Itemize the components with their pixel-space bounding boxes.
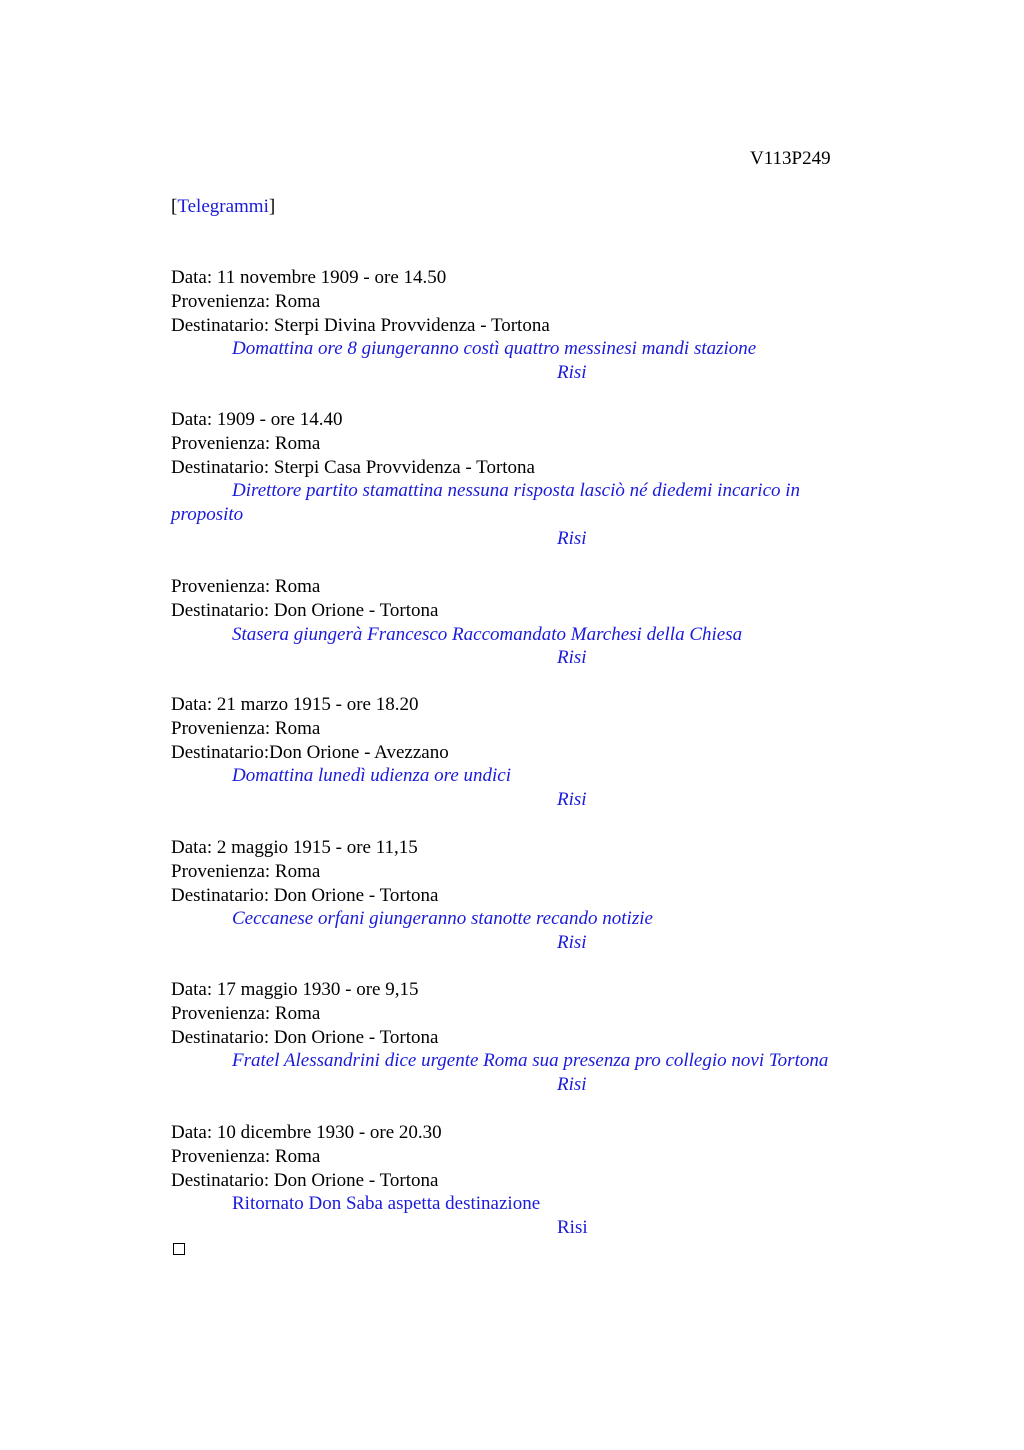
telegram-entry — [171, 978, 887, 1097]
telegram-signature: Risi — [557, 1217, 588, 1239]
telegram-signature: Risi — [557, 789, 587, 811]
telegram-origin: Provenienza: Roma — [171, 1145, 321, 1167]
telegram-origin: Provenienza: Roma — [171, 860, 321, 882]
telegram-signature: Risi — [557, 362, 587, 384]
telegram-recipient: Destinatario: Don Orione - Tortona — [171, 1169, 439, 1191]
telegram-message: Ritornato Don Saba aspetta destinazione — [232, 1193, 541, 1215]
close-bracket: ] — [268, 196, 276, 217]
telegram-entry — [171, 408, 887, 551]
telegram-date: Data: 10 dicembre 1930 - ore 20.30 — [171, 1122, 442, 1143]
telegram-entry — [171, 693, 887, 812]
telegram-recipient: Destinatario:Don Orione - Avezzano — [171, 741, 449, 763]
telegram-message: Direttore partito stamattina nessuna risposta lasciò né diedemi incarico in proposito — [171, 480, 801, 526]
telegram-recipient: Destinatario: Sterpi Casa Provvidenza - Tortona — [171, 456, 535, 478]
telegram-message: Domattina ore 8 giungeranno costì quattro messinesi mandi stazione — [232, 338, 757, 360]
telegram-date: Data: 11 novembre 1909 - ore 14.50 — [171, 267, 447, 288]
telegram-recipient: Destinatario: Don Orione - Tortona — [171, 884, 439, 906]
telegram-recipient: Destinatario: Don Orione - Tortona — [171, 599, 439, 621]
section-title — [171, 195, 275, 219]
telegram-entry — [171, 1121, 887, 1240]
open-bracket: [ — [171, 196, 178, 217]
telegram-signature: Risi — [557, 932, 587, 954]
telegram-entry — [171, 836, 887, 955]
telegram-message: Fratel Alessandrini dice urgente Roma sua presenza pro collegio novi Tortona — [232, 1050, 829, 1072]
telegram-signature: Risi — [557, 1074, 587, 1096]
telegram-recipient: Destinatario: Don Orione - Tortona — [171, 1026, 439, 1048]
document-id: V113P249 — [750, 148, 831, 169]
telegram-message: Domattina lunedì udienza ore undici — [232, 765, 511, 787]
square-outline-icon — [173, 1243, 185, 1255]
telegram-entry — [171, 266, 887, 385]
telegram-message: Stasera giungerà Francesco Raccomandato Marchesi della Chiesa — [232, 623, 743, 645]
telegram-origin: Provenienza: Roma — [171, 1002, 321, 1024]
telegram-origin: Provenienza: Roma — [171, 432, 321, 454]
telegram-recipient: Destinatario: Sterpi Divina Provvidenza - Tortona — [171, 314, 550, 336]
telegram-message: Ceccanese orfani giungeranno stanotte recando notizie — [232, 908, 653, 930]
telegram-date: Data: 2 maggio 1915 - ore 11,15 — [171, 837, 418, 858]
telegrammi-link[interactable]: Telegrammi — [177, 196, 269, 217]
telegram-origin: Provenienza: Roma — [171, 717, 321, 739]
telegram-date: Data: 17 maggio 1930 - ore 9,15 — [171, 979, 419, 1000]
telegram-origin: Provenienza: Roma — [171, 290, 321, 312]
telegram-signature: Risi — [557, 647, 587, 669]
telegram-date: Data: 21 marzo 1915 - ore 18.20 — [171, 694, 419, 715]
telegram-entry — [171, 575, 887, 670]
telegram-signature: Risi — [557, 527, 587, 549]
telegram-date: Data: 1909 - ore 14.40 — [171, 409, 343, 430]
telegram-origin: Provenienza: Roma — [171, 576, 321, 597]
